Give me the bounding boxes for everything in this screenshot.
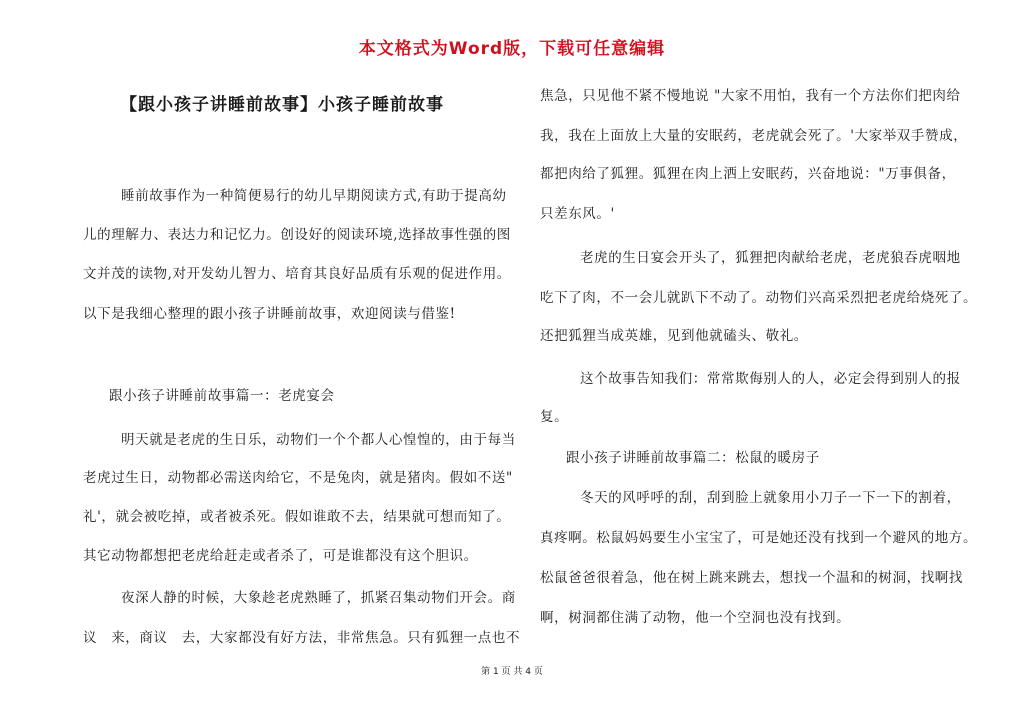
paragraph-line: 老虎过生日，动物都必需送肉给它，不是兔肉，就是猪肉。假如不送" [83, 470, 513, 486]
paragraph-line: 以下是我细心整理的跟小孩子讲睡前故事，欢迎阅读与借鉴! [83, 306, 456, 322]
page-footer: 第 1 页 共 4 页 [481, 667, 543, 677]
paragraph-line: 复。 [540, 409, 569, 425]
paragraph-line: 吃下了肉，不一会儿就趴下不动了。动物们兴高采烈把老虎给烧死了。 [540, 290, 978, 306]
paragraph-line: 真疼啊。松鼠妈妈要生小宝宝了，可是她还没有找到一个避风的地方。 [540, 530, 978, 546]
document-title: 【跟小孩子讲睡前故事】小孩子睡前故事 [120, 95, 444, 115]
paragraph-line: 这个故事告知我们：常常欺侮别人的人，必定会得到别人的报 [580, 371, 961, 387]
paragraph-line: 睡前故事作为一种简便易行的幼儿早期阅读方式,有助于提高幼 [121, 188, 507, 204]
paragraph-line: 夜深人静的时候，大象趁老虎熟睡了，抓紧召集动物们开会。商 [121, 590, 516, 606]
paragraph-line: 礼'，就会被吃掉，或者被杀死。假如谁敢不去，结果就可想而知了。 [83, 509, 511, 525]
paragraph-line: 焦急，只见他不紧不慢地说 "大家不用怕，我有一个方法你们把肉给 [540, 88, 961, 104]
paragraph-line: 其它动物都想把老虎给赶走或者杀了，可是谁都没有这个胆识。 [83, 548, 478, 564]
paragraph-line: 还把狐狸当成英雄，见到他就磕头、敬礼。 [540, 328, 808, 344]
paragraph-line: 儿的理解力、表达力和记忆力。创设好的阅读环境,选择故事性强的图 [83, 227, 511, 243]
paragraph-line: 都把肉给了狐狸。狐狸在肉上洒上安眠药，兴奋地说："万事俱备， [540, 166, 956, 182]
paragraph-line: 我，我在上面放上大量的安眠药，老虎就会死了。'大家举双手赞成， [540, 128, 968, 144]
paragraph-line: 松鼠爸爸很着急，他在树上跳来跳去，想找一个温和的树洞，找啊找 [540, 570, 963, 586]
paragraph-line: 老虎的生日宴会开头了，狐狸把肉献给老虎，老虎狼吞虎咽地 [580, 250, 961, 266]
paragraph-line: 明天就是老虎的生日乐，动物们一个个都人心惶惶的，由于每当 [121, 432, 516, 448]
paragraph-line: 只差东风。' [540, 206, 615, 222]
section-heading: 跟小孩子讲睡前故事篇一：老虎宴会 [109, 388, 335, 404]
paragraph-line: 冬天的风呼呼的刮，刮到脸上就象用小刀子一下一下的割着， [580, 490, 961, 506]
paragraph-line: 啊，树洞都住满了动物，他一个空洞也没有找到。 [540, 610, 851, 626]
section-heading: 跟小孩子讲睡前故事篇二：松鼠的暖房子 [566, 450, 820, 466]
format-banner: 本文格式为Word版，下载可任意编辑 [358, 39, 666, 59]
paragraph-line: 文并茂的读物,对开发幼儿智力、培育其良好品质有乐观的促进作用。 [83, 266, 511, 282]
paragraph-line: 议 来，商议 去，大家都没有好方法，非常焦急。只有狐狸一点也不 [83, 630, 521, 646]
